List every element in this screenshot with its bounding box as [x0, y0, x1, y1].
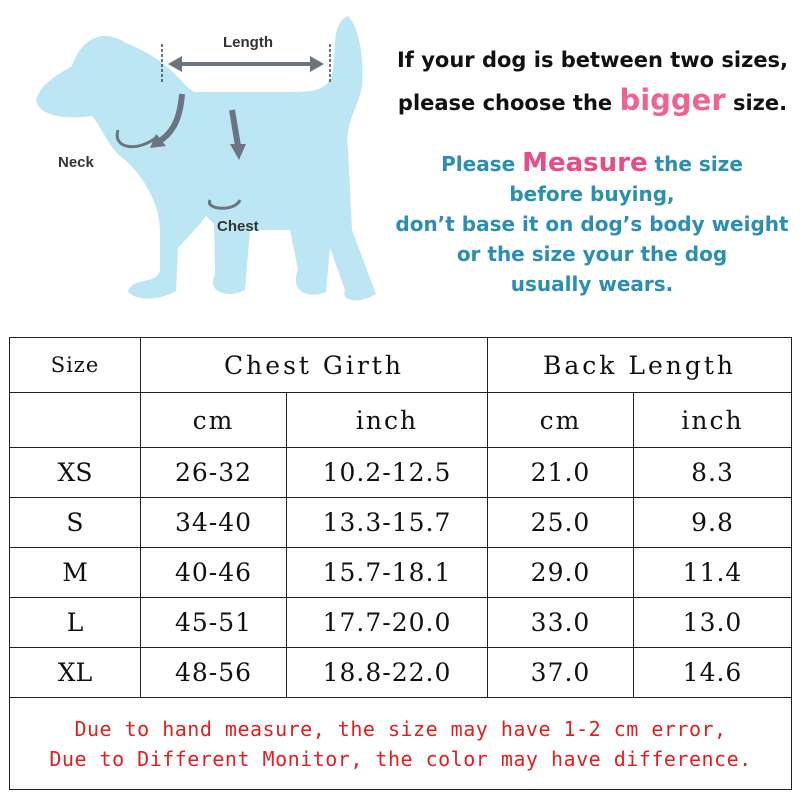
- size-cell: XL: [10, 648, 141, 698]
- back-cm-cell: 29.0: [488, 548, 634, 598]
- back-inch-cell: 14.6: [634, 648, 792, 698]
- size-chart-table: [9, 337, 792, 790]
- chest-cm-header: cm: [141, 393, 287, 448]
- back-inch-cell: 9.8: [634, 498, 792, 548]
- chest-inch-cell: 18.8-22.0: [287, 648, 488, 698]
- table-row: [10, 598, 792, 648]
- back-inch-cell: 8.3: [634, 448, 792, 498]
- table-row: [10, 498, 792, 548]
- bigger-emphasis: bigger: [619, 83, 726, 117]
- size-advice-line-2-pre: please choose the: [397, 91, 620, 115]
- back-cm-cell: 21.0: [488, 448, 634, 498]
- measure-advice-line-5: usually wears.: [510, 272, 674, 296]
- measure-advice: [392, 148, 792, 299]
- back-cm-cell: 25.0: [488, 498, 634, 548]
- chest-inch-cell: 10.2-12.5: [287, 448, 488, 498]
- table-row: [10, 648, 792, 698]
- chest-inch-cell: 17.7-20.0: [287, 598, 488, 648]
- chest-inch-cell: 15.7-18.1: [287, 548, 488, 598]
- back-cm-cell: 37.0: [488, 648, 634, 698]
- chest-cm-cell: 26-32: [141, 448, 287, 498]
- table-row: [10, 548, 792, 598]
- chest-girth-header: Chest Girth: [141, 338, 488, 393]
- disclaimer-cell: [10, 698, 792, 790]
- measure-emphasis: Measure: [522, 148, 648, 178]
- size-advice-line-2: [390, 80, 795, 123]
- chest-cm-cell: 34-40: [141, 498, 287, 548]
- chest-cm-cell: 45-51: [141, 598, 287, 648]
- measure-advice-line-1: [392, 148, 792, 179]
- measure-advice-line-4: or the size your the dog: [456, 242, 728, 266]
- measure-advice-line-3: don’t base it on dog’s body weight: [395, 212, 789, 236]
- size-header: Size: [10, 338, 141, 393]
- chest-cm-cell: 40-46: [141, 548, 287, 598]
- chest-inch-cell: 13.3-15.7: [287, 498, 488, 548]
- size-cell: M: [10, 548, 141, 598]
- length-arrow-head-right: [310, 56, 324, 72]
- back-inch-header: inch: [634, 393, 792, 448]
- unit-blank-cell: [10, 393, 141, 448]
- size-cell: L: [10, 598, 141, 648]
- chest-label: Chest: [217, 218, 259, 235]
- dog-measurement-illustration: [0, 0, 400, 320]
- neck-label: Neck: [58, 154, 94, 171]
- back-inch-cell: 13.0: [634, 598, 792, 648]
- table-row: [10, 448, 792, 498]
- size-cell: S: [10, 498, 141, 548]
- unit-row: [10, 393, 792, 448]
- size-cell: XS: [10, 448, 141, 498]
- length-label: Length: [223, 34, 273, 51]
- size-advice: [390, 40, 795, 123]
- back-inch-cell: 11.4: [634, 548, 792, 598]
- size-advice-line-1: If your dog is between two sizes,: [396, 48, 789, 72]
- measure-advice-post: the size: [647, 152, 743, 176]
- footer-row: [10, 698, 792, 790]
- chest-cm-cell: 48-56: [141, 648, 287, 698]
- chest-inch-header: inch: [287, 393, 488, 448]
- header-row: [10, 338, 792, 393]
- measure-advice-pre: Please: [441, 152, 523, 176]
- size-advice-line-2-post: size.: [725, 91, 788, 115]
- measure-advice-line-2: before buying,: [509, 182, 675, 206]
- disclaimer-line-2: Due to Different Monitor, the color may have difference.: [49, 746, 752, 771]
- back-cm-header: cm: [488, 393, 634, 448]
- disclaimer-line-1: Due to hand measure, the size may have 1-2 cm error,: [74, 716, 727, 741]
- back-length-header: Back Length: [488, 338, 792, 393]
- back-cm-cell: 33.0: [488, 598, 634, 648]
